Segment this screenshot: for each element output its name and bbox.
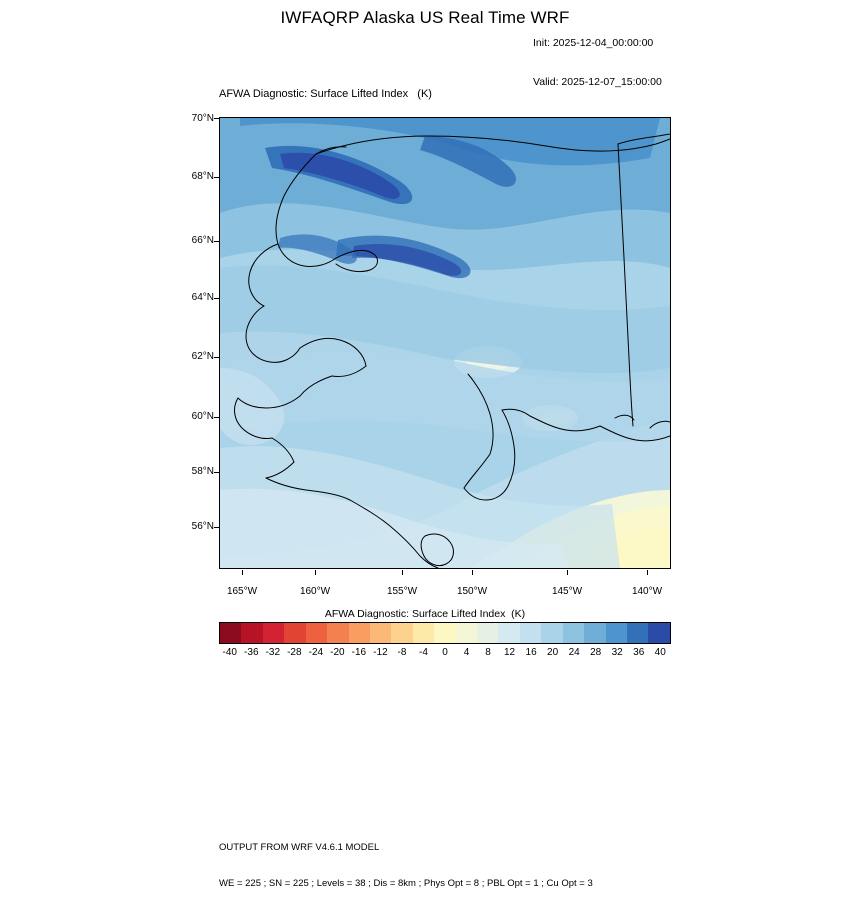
colorbar-swatch xyxy=(413,623,434,643)
valid-time: Valid: 2025-12-07_15:00:00 xyxy=(533,76,662,88)
colorbar-swatch xyxy=(434,623,455,643)
colorbar-tick: 12 xyxy=(504,647,516,658)
colorbar-swatch xyxy=(541,623,562,643)
colorbar-swatch xyxy=(627,623,648,643)
lat-label: 66°N xyxy=(191,235,214,246)
init-time: Init: 2025-12-04_00:00:00 xyxy=(533,37,654,49)
colorbar-swatch xyxy=(306,623,327,643)
colorbar-tick: -20 xyxy=(330,647,345,658)
lon-label: 165°W xyxy=(226,586,258,597)
colorbar-swatch xyxy=(263,623,284,643)
plot-title: AFWA Diagnostic: Surface Lifted Index (K) xyxy=(219,88,432,100)
colorbar-tick: -40 xyxy=(222,647,237,658)
lon-tick xyxy=(472,570,473,575)
lon-tick xyxy=(242,570,243,575)
colorbar-swatch xyxy=(370,623,391,643)
lat-tick xyxy=(214,298,219,299)
colorbar-swatch xyxy=(477,623,498,643)
lon-tick xyxy=(315,570,316,575)
colorbar-swatch xyxy=(456,623,477,643)
colorbar-tick: 0 xyxy=(442,647,448,658)
colorbar-tick: 4 xyxy=(463,647,470,658)
colorbar-swatch xyxy=(241,623,262,643)
lat-tick xyxy=(214,527,219,528)
map-plot-area xyxy=(219,117,671,569)
lon-label: 160°W xyxy=(299,586,331,597)
colorbar-tick: 16 xyxy=(525,647,537,658)
lat-tick xyxy=(214,241,219,242)
model-output-footer xyxy=(219,818,593,902)
footer-line-1: OUTPUT FROM WRF V4.6.1 MODEL xyxy=(219,842,380,853)
colorbar-swatch xyxy=(327,623,348,643)
lat-tick xyxy=(214,357,219,358)
lat-label: 62°N xyxy=(191,351,214,362)
lon-label: 155°W xyxy=(386,586,418,597)
colorbar xyxy=(219,622,671,644)
colorbar-tick: 36 xyxy=(633,647,645,658)
colorbar-swatch xyxy=(606,623,627,643)
colorbar-tick: 40 xyxy=(654,647,666,658)
lon-tick xyxy=(567,570,568,575)
lat-label: 58°N xyxy=(191,466,214,477)
lat-tick xyxy=(214,177,219,178)
colorbar-tick: -24 xyxy=(308,647,324,658)
colorbar-swatch xyxy=(648,623,669,643)
colorbar-tick: -32 xyxy=(265,647,281,658)
colorbar-swatch xyxy=(563,623,584,643)
lon-tick xyxy=(402,570,403,575)
colorbar-swatch xyxy=(220,623,241,643)
lat-tick xyxy=(214,417,219,418)
longitude-axis xyxy=(0,586,850,602)
run-metadata xyxy=(533,11,662,102)
colorbar-tick: -28 xyxy=(287,647,302,658)
colorbar-swatch xyxy=(284,623,305,643)
lat-label: 68°N xyxy=(191,171,214,182)
colorbar-tick: -36 xyxy=(244,647,259,658)
footer-line-2: WE = 225 ; SN = 225 ; Levels = 38 ; Dis = 8km ; Phys Opt = 8 ; PBL Opt = 1 ; Cu Opt = 3 xyxy=(219,878,593,889)
colorbar-tick: 28 xyxy=(590,647,602,658)
lat-tick xyxy=(214,118,219,119)
colorbar-tick: 20 xyxy=(547,647,559,658)
colorbar-tick: -16 xyxy=(351,647,367,658)
colorbar-tick: 32 xyxy=(611,647,623,658)
colorbar-tick: -4 xyxy=(419,647,428,658)
colorbar-swatch xyxy=(498,623,519,643)
colorbar-tick-labels xyxy=(219,647,671,661)
colorbar-swatch xyxy=(584,623,605,643)
colorbar-swatch xyxy=(391,623,412,643)
latitude-axis xyxy=(140,113,214,569)
lon-label: 150°W xyxy=(456,586,488,597)
lon-tick xyxy=(647,570,648,575)
colorbar-tick: 8 xyxy=(485,647,491,658)
colorbar-tick: 24 xyxy=(568,647,580,658)
colorbar-swatch xyxy=(349,623,370,643)
lat-label: 56°N xyxy=(191,521,214,532)
lat-label: 60°N xyxy=(191,411,214,422)
lon-label: 145°W xyxy=(551,586,583,597)
lon-label: 140°W xyxy=(631,586,663,597)
colorbar-swatch xyxy=(520,623,541,643)
page-title: IWFAQRP Alaska US Real Time WRF xyxy=(280,8,570,27)
colorbar-tick: -8 xyxy=(397,647,407,658)
map-field-canvas xyxy=(220,118,670,568)
lat-tick xyxy=(214,472,219,473)
lat-label: 70°N xyxy=(191,113,214,124)
colorbar-tick: -12 xyxy=(373,647,388,658)
lat-label: 64°N xyxy=(191,292,214,303)
colorbar-title: AFWA Diagnostic: Surface Lifted Index (K) xyxy=(324,608,526,620)
